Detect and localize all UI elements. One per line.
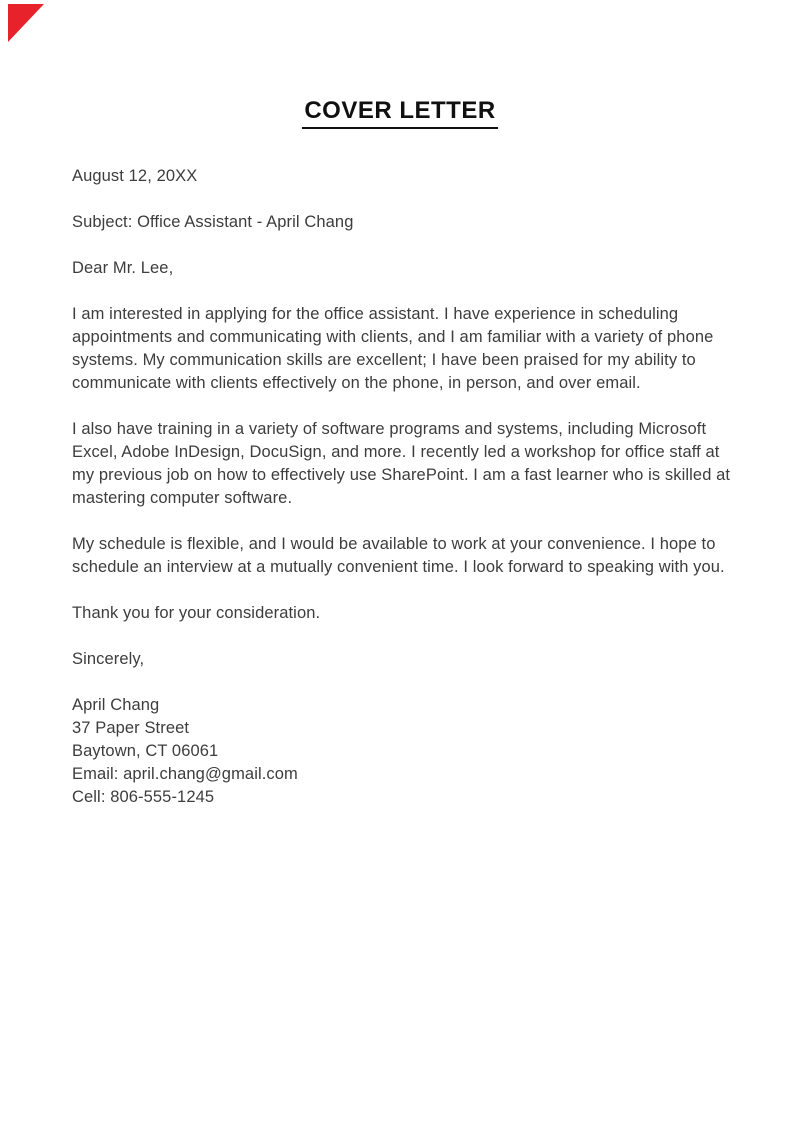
body-paragraph: I am interested in applying for the office assistant. I have experience in scheduling appointments and communicating with clients, and I am familiar with a variety of phone systems. My communication skills are excellent; I have been praised for my ability to communicate with clients effectively on the phone, in person, and over email. [72,305,714,392]
body-paragraph: I also have training in a variety of software programs and systems, including Microsoft Excel, Adobe InDesign, DocuSign, and more. I recently led a workshop for office staff at my previous job on how to effectively use SharePoint. I am a fast learner who is skilled at mastering computer software. [72,420,731,507]
signoff-line: Sincerely, [72,650,145,668]
thanks-line: Thank you for your consideration. [72,604,321,622]
signature-block [72,694,732,809]
body-paragraph: My schedule is flexible, and I would be available to work at your convenience. I hope to schedule an interview at a mutually convenient time. I look forward to speaking with you. [72,535,725,576]
salutation-line: Dear Mr. Lee, [72,259,174,277]
signature-cell-line: Cell: 806-555-1245 [72,788,215,806]
page-title-text: COVER LETTER [302,96,497,129]
letter-body [72,165,732,809]
signature-name: April Chang [72,696,160,714]
date-line: August 12, 20XX [72,167,198,185]
red-corner-marker-icon [8,4,44,42]
signature-address-line1: 37 Paper Street [72,719,190,737]
signature-email-line: Email: april.chang@gmail.com [72,765,298,783]
signature-address-line2: Baytown, CT 06061 [72,742,219,760]
subject-line: Subject: Office Assistant - April Chang [72,213,354,231]
page-title [0,96,800,129]
